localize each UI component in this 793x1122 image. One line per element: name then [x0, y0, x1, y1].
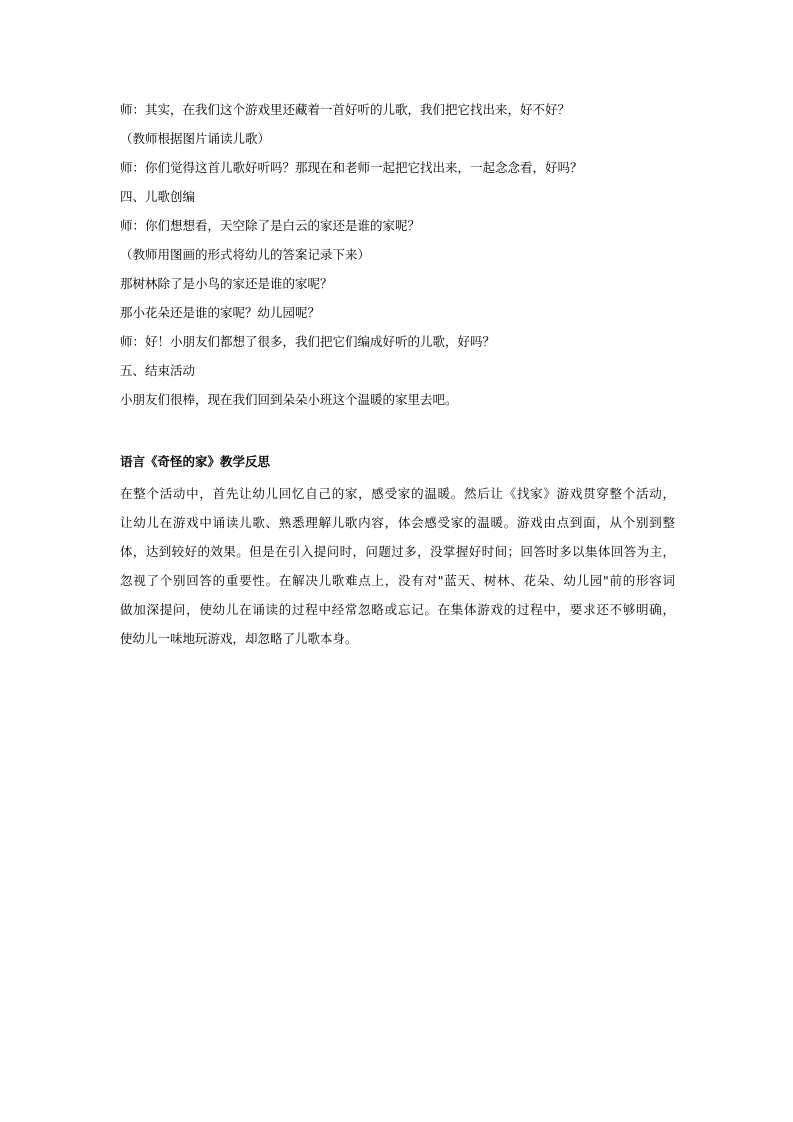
lesson-line: 师：你们觉得这首儿歌好听吗？那现在和老师一起把它找出来，一起念念看，好吗？	[120, 160, 583, 175]
section-heading-5: 五、结束活动	[120, 363, 196, 378]
lesson-line: （教师根据图片诵读儿歌）	[120, 131, 271, 146]
lesson-line: 小朋友们很棒，现在我们回到朵朵小班这个温暖的家里去吧。	[120, 392, 458, 407]
lesson-line: （教师用图画的形式将幼儿的答案记录下来）	[120, 247, 371, 262]
reflection-line: 做加深提问，使幼儿在诵读的过程中经常忽略或忘记。在集体游戏的过程中，要求还不够明确，	[120, 602, 675, 617]
lesson-line: 师：其实，在我们这个游戏里还藏着一首好听的儿歌，我们把它找出来，好不好？	[120, 102, 571, 117]
reflection-line: 让幼儿在游戏中诵读儿歌、熟悉理解儿歌内容，体会感受家的温暖。游戏由点到面，从个别到整	[120, 515, 675, 530]
lesson-line: 师：好！小朋友们都想了很多，我们把它们编成好听的儿歌，好吗？	[120, 334, 496, 349]
reflection-paragraph	[120, 479, 675, 653]
lesson-line: 那小花朵还是谁的家呢？幼儿园呢？	[120, 305, 321, 320]
lesson-steps	[120, 100, 680, 419]
reflection-line: 在整个活动中，首先让幼儿回忆自己的家，感受家的温暖。然后让《找家》游戏贯穿整个活动，	[120, 486, 675, 501]
lesson-line: 师：你们想想看，天空除了是白云的家还是谁的家呢？	[120, 218, 421, 233]
reflection-line: 体，达到较好的效果。但是在引入提问时，问题过多，没掌握好时间；回答时多以集体回答为主，	[120, 544, 675, 559]
reflection-line: 使幼儿一味地玩游戏，却忽略了儿歌本身。	[120, 631, 358, 646]
reflection-title: 语言《奇怪的家》教学反思	[120, 454, 271, 469]
lesson-line: 那树林除了是小鸟的家还是谁的家呢？	[120, 276, 333, 291]
reflection-line: 忽视了个别回答的重要性。在解决儿歌难点上，没有对"蓝天、树林、花朵、幼儿园"前的形容词	[120, 573, 675, 588]
section-heading-4: 四、儿歌创编	[120, 189, 196, 204]
